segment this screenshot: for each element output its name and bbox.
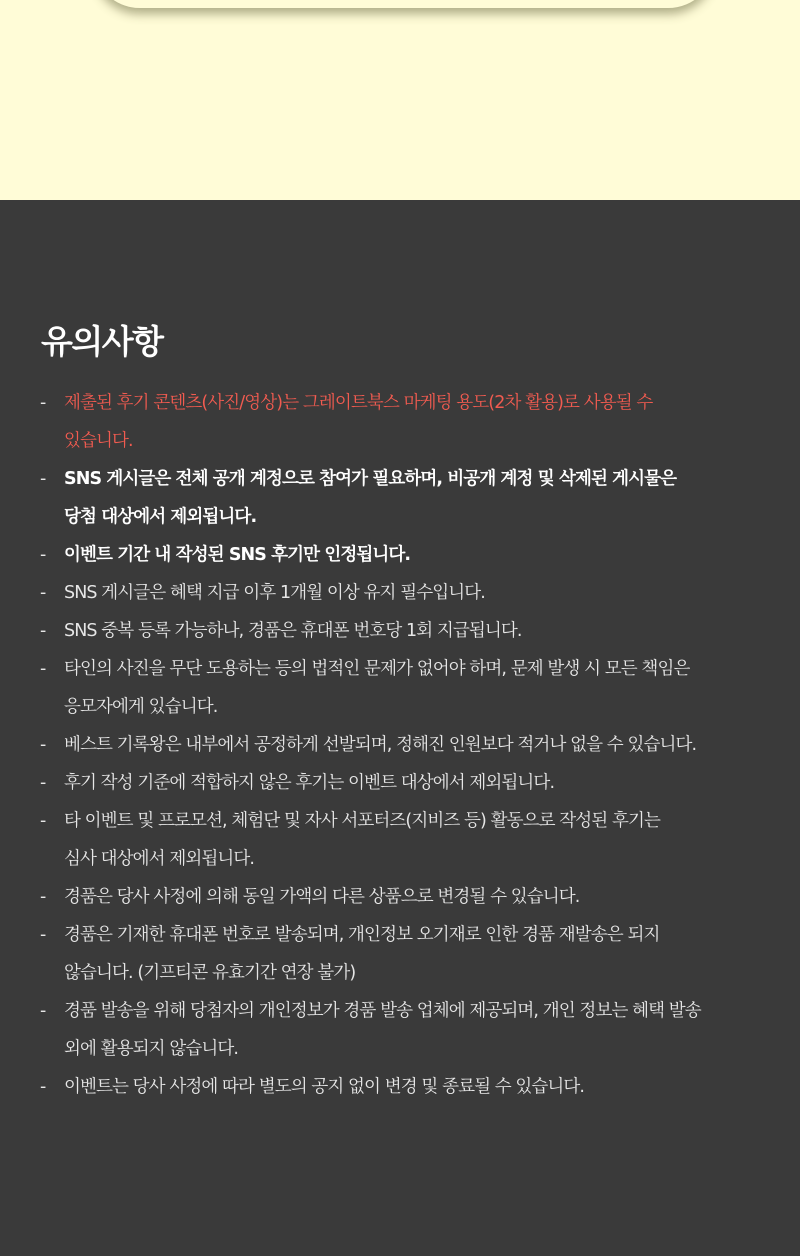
list-dash: - <box>40 621 46 641</box>
notice-item-text: SNS 게시글은 전체 공개 계정으로 참여가 필요하며, 비공개 계정 및 삭제된 게시물은 당첨 대상에서 제외됩니다. <box>64 469 677 527</box>
list-dash: - <box>40 811 46 831</box>
notice-item-text: 타인의 사진을 무단 도용하는 등의 법적인 문제가 없어야 하며, 문제 발생 시 모든 책임은 응모자에게 있습니다. <box>64 659 690 717</box>
notice-item <box>40 802 760 878</box>
notice-item-text: 이벤트는 당사 사정에 따라 별도의 공지 없이 변경 및 종료될 수 있습니다. <box>64 1077 585 1097</box>
list-dash: - <box>40 393 46 413</box>
top-banner-area <box>0 0 800 200</box>
notice-item-text: 후기 작성 기준에 적합하지 않은 후기는 이벤트 대상에서 제외됩니다. <box>64 773 555 793</box>
list-dash: - <box>40 583 46 603</box>
list-dash: - <box>40 1001 46 1021</box>
notice-item <box>40 460 760 536</box>
notice-item-text: 이벤트 기간 내 작성된 SNS 후기만 인정됩니다. <box>64 545 411 565</box>
notice-section <box>0 200 800 1256</box>
list-dash: - <box>40 887 46 907</box>
notice-item-text: 경품 발송을 위해 당첨자의 개인정보가 경품 발송 업체에 제공되며, 개인 정보는 혜택 발송 외에 활용되지 않습니다. <box>64 1001 701 1059</box>
list-dash: - <box>40 735 46 755</box>
notice-item <box>40 764 760 802</box>
notice-item <box>40 726 760 764</box>
notice-item-text: 제출된 후기 콘텐츠(사진/영상)는 그레이트북스 마케팅 용도(2차 활용)로 사용될 수 있습니다. <box>64 393 653 451</box>
notice-item-text: 베스트 기록왕은 내부에서 공정하게 선발되며, 정해진 인원보다 적거나 없을 수 있습니다. <box>64 735 697 755</box>
notice-item-text: 타 이벤트 및 프로모션, 체험단 및 자사 서포터즈(지비즈 등) 활동으로 작성된 후기는 심사 대상에서 제외됩니다. <box>64 811 660 869</box>
notice-item <box>40 878 760 916</box>
banner-card-bottom-edge <box>92 0 716 8</box>
notice-item <box>40 536 760 574</box>
notice-item <box>40 1068 760 1106</box>
list-dash: - <box>40 1077 46 1097</box>
notice-item <box>40 384 760 460</box>
list-dash: - <box>40 469 46 489</box>
notice-item-text: SNS 중복 등록 가능하나, 경품은 휴대폰 번호당 1회 지급됩니다. <box>64 621 522 641</box>
list-dash: - <box>40 545 46 565</box>
notice-item <box>40 612 760 650</box>
notice-item <box>40 992 760 1068</box>
list-dash: - <box>40 659 46 679</box>
notice-item-text: 경품은 기재한 휴대폰 번호로 발송되며, 개인정보 오기재로 인한 경품 재발송은 되지 않습니다. (기프티콘 유효기간 연장 불가) <box>64 925 660 983</box>
notice-title: 유의사항 <box>41 322 163 361</box>
notice-item <box>40 916 760 992</box>
notice-item <box>40 574 760 612</box>
list-dash: - <box>40 773 46 793</box>
notice-list <box>40 384 760 1106</box>
notice-item-text: 경품은 당사 사정에 의해 동일 가액의 다른 상품으로 변경될 수 있습니다. <box>64 887 580 907</box>
notice-item-text: SNS 게시글은 혜택 지급 이후 1개월 이상 유지 필수입니다. <box>64 583 485 603</box>
list-dash: - <box>40 925 46 945</box>
notice-item <box>40 650 760 726</box>
